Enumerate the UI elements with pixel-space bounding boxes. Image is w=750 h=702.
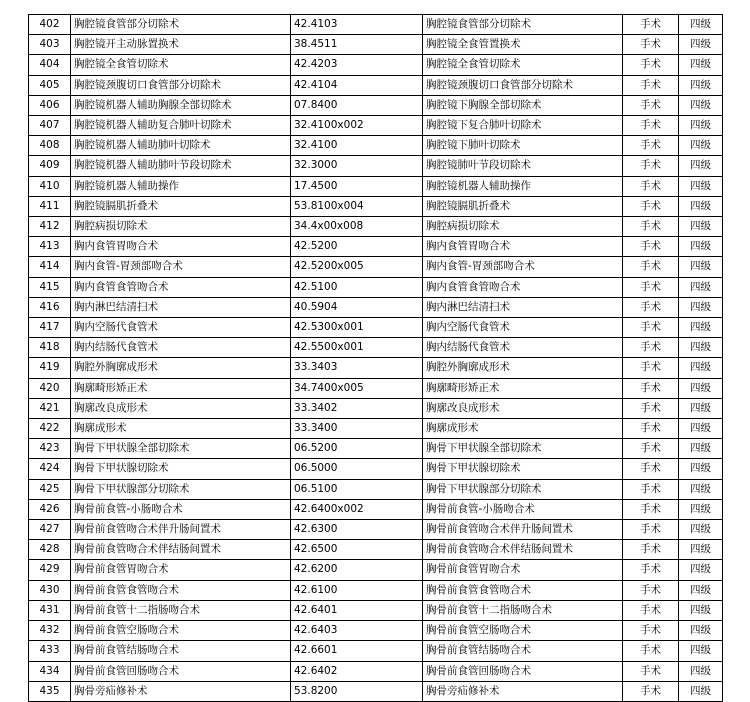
table-row: [29, 600, 723, 620]
procedure-name: 胸腔镜机器人辅助肺叶切除术: [71, 136, 291, 156]
procedure-category: 手术: [623, 419, 679, 439]
procedure-name: 胸内食管-胃颈部吻合术: [71, 257, 291, 277]
procedure-level: 四级: [679, 318, 723, 338]
procedure-level: 四级: [679, 681, 723, 701]
row-index: 416: [29, 297, 71, 317]
row-index: 414: [29, 257, 71, 277]
procedure-alias: 胸骨前食管结肠吻合术: [423, 641, 623, 661]
procedure-alias: 胸骨前食管-小肠吻合术: [423, 499, 623, 519]
procedure-category: 手术: [623, 277, 679, 297]
row-index: 430: [29, 580, 71, 600]
procedure-code: 32.4100x002: [291, 116, 423, 136]
row-index: 425: [29, 479, 71, 499]
table-row: [29, 156, 723, 176]
procedure-category: 手术: [623, 338, 679, 358]
row-index: 418: [29, 338, 71, 358]
procedure-level: 四级: [679, 156, 723, 176]
procedure-name: 胸内食管食管吻合术: [71, 277, 291, 297]
procedure-level: 四级: [679, 55, 723, 75]
procedure-alias: 胸腔镜膈肌折叠术: [423, 196, 623, 216]
table-row: [29, 419, 723, 439]
table-row: [29, 55, 723, 75]
row-index: 422: [29, 419, 71, 439]
row-index: 429: [29, 560, 71, 580]
table-row: [29, 297, 723, 317]
procedure-alias: 胸骨下甲状腺切除术: [423, 459, 623, 479]
table-row: [29, 681, 723, 701]
row-index: 411: [29, 196, 71, 216]
procedure-code: 42.4203: [291, 55, 423, 75]
procedure-code: 42.6200: [291, 560, 423, 580]
procedure-code: 40.5904: [291, 297, 423, 317]
procedure-code: 42.5100: [291, 277, 423, 297]
procedure-alias: 胸腔镜全食管置换术: [423, 35, 623, 55]
procedure-category: 手术: [623, 479, 679, 499]
procedure-code: 42.4104: [291, 75, 423, 95]
procedure-level: 四级: [679, 600, 723, 620]
table-row: [29, 479, 723, 499]
procedure-category: 手术: [623, 217, 679, 237]
table-row: [29, 499, 723, 519]
procedure-level: 四级: [679, 15, 723, 35]
row-index: 421: [29, 398, 71, 418]
row-index: 428: [29, 540, 71, 560]
procedure-alias: 胸内结肠代食管术: [423, 338, 623, 358]
procedure-name: 胸骨前食管食管吻合术: [71, 580, 291, 600]
procedure-table: [28, 14, 723, 702]
table-row: [29, 176, 723, 196]
procedure-code: 34.7400x005: [291, 378, 423, 398]
procedure-category: 手术: [623, 237, 679, 257]
row-index: 434: [29, 661, 71, 681]
row-index: 402: [29, 15, 71, 35]
procedure-alias: 胸腔镜下肺叶切除术: [423, 136, 623, 156]
table-row: [29, 217, 723, 237]
row-index: 407: [29, 116, 71, 136]
procedure-level: 四级: [679, 277, 723, 297]
row-index: 424: [29, 459, 71, 479]
procedure-code: 32.3000: [291, 156, 423, 176]
procedure-category: 手术: [623, 499, 679, 519]
row-index: 403: [29, 35, 71, 55]
procedure-alias: 胸腔镜颈腹切口食管部分切除术: [423, 75, 623, 95]
procedure-level: 四级: [679, 196, 723, 216]
procedure-level: 四级: [679, 560, 723, 580]
procedure-code: 42.6400x002: [291, 499, 423, 519]
procedure-category: 手术: [623, 439, 679, 459]
procedure-category: 手术: [623, 641, 679, 661]
row-index: 404: [29, 55, 71, 75]
procedure-category: 手术: [623, 560, 679, 580]
procedure-code: 53.8200: [291, 681, 423, 701]
procedure-name: 胸内空肠代食管术: [71, 318, 291, 338]
procedure-alias: 胸骨前食管胃吻合术: [423, 560, 623, 580]
procedure-code: 42.6500: [291, 540, 423, 560]
procedure-name: 胸腔镜机器人辅助操作: [71, 176, 291, 196]
row-index: 413: [29, 237, 71, 257]
procedure-category: 手术: [623, 35, 679, 55]
procedure-name: 胸腔病损切除术: [71, 217, 291, 237]
procedure-alias: 胸骨下甲状腺部分切除术: [423, 479, 623, 499]
table-row: [29, 520, 723, 540]
procedure-category: 手术: [623, 257, 679, 277]
procedure-alias: 胸腔外胸廓成形术: [423, 358, 623, 378]
procedure-code: 32.4100: [291, 136, 423, 156]
procedure-code: 42.6401: [291, 600, 423, 620]
procedure-code: 34.4x00x008: [291, 217, 423, 237]
procedure-code: 33.3402: [291, 398, 423, 418]
row-index: 420: [29, 378, 71, 398]
table-row: [29, 196, 723, 216]
procedure-category: 手术: [623, 459, 679, 479]
procedure-name: 胸腔镜膈肌折叠术: [71, 196, 291, 216]
procedure-level: 四级: [679, 540, 723, 560]
procedure-code: 06.5100: [291, 479, 423, 499]
procedure-category: 手术: [623, 136, 679, 156]
procedure-alias: 胸廓畸形矫正术: [423, 378, 623, 398]
row-index: 408: [29, 136, 71, 156]
procedure-code: 06.5000: [291, 459, 423, 479]
row-index: 423: [29, 439, 71, 459]
procedure-alias: 胸腔镜下复合肺叶切除术: [423, 116, 623, 136]
row-index: 406: [29, 95, 71, 115]
procedure-code: 42.5200: [291, 237, 423, 257]
procedure-name: 胸腔镜食管部分切除术: [71, 15, 291, 35]
table-row: [29, 257, 723, 277]
procedure-alias: 胸骨前食管空肠吻合术: [423, 621, 623, 641]
procedure-category: 手术: [623, 520, 679, 540]
table-row: [29, 661, 723, 681]
procedure-code: 33.3403: [291, 358, 423, 378]
procedure-category: 手术: [623, 378, 679, 398]
procedure-category: 手术: [623, 75, 679, 95]
procedure-level: 四级: [679, 237, 723, 257]
procedure-name: 胸腔镜机器人辅助胸腺全部切除术: [71, 95, 291, 115]
procedure-level: 四级: [679, 75, 723, 95]
table-row: [29, 398, 723, 418]
table-row: [29, 641, 723, 661]
procedure-category: 手术: [623, 196, 679, 216]
procedure-category: 手术: [623, 540, 679, 560]
row-index: 431: [29, 600, 71, 620]
procedure-code: 17.4500: [291, 176, 423, 196]
procedure-level: 四级: [679, 176, 723, 196]
procedure-name: 胸腔镜机器人辅助复合肺叶切除术: [71, 116, 291, 136]
procedure-code: 42.6402: [291, 661, 423, 681]
procedure-name: 胸骨前食管十二指肠吻合术: [71, 600, 291, 620]
procedure-category: 手术: [623, 580, 679, 600]
procedure-name: 胸骨前食管吻合术伴升肠间置术: [71, 520, 291, 540]
procedure-level: 四级: [679, 641, 723, 661]
procedure-level: 四级: [679, 499, 723, 519]
table-row: [29, 621, 723, 641]
row-index: 419: [29, 358, 71, 378]
procedure-code: 38.4511: [291, 35, 423, 55]
table-row: [29, 75, 723, 95]
procedure-name: 胸腔外胸廓成形术: [71, 358, 291, 378]
procedure-level: 四级: [679, 621, 723, 641]
procedure-alias: 胸骨前食管回肠吻合术: [423, 661, 623, 681]
procedure-category: 手术: [623, 95, 679, 115]
procedure-alias: 胸腔镜下胸腺全部切除术: [423, 95, 623, 115]
row-index: 426: [29, 499, 71, 519]
procedure-alias: 胸内食管胃吻合术: [423, 237, 623, 257]
procedure-name: 胸腔镜颈腹切口食管部分切除术: [71, 75, 291, 95]
table-row: [29, 35, 723, 55]
procedure-code: 42.6100: [291, 580, 423, 600]
procedure-alias: 胸腔病损切除术: [423, 217, 623, 237]
table-row: [29, 439, 723, 459]
procedure-alias: 胸骨前食管吻合术伴结肠间置术: [423, 540, 623, 560]
procedure-name: 胸骨旁疝修补术: [71, 681, 291, 701]
procedure-category: 手术: [623, 661, 679, 681]
row-index: 405: [29, 75, 71, 95]
procedure-name: 胸腔镜机器人辅助肺叶节段切除术: [71, 156, 291, 176]
procedure-category: 手术: [623, 398, 679, 418]
procedure-name: 胸骨前食管吻合术伴结肠间置术: [71, 540, 291, 560]
procedure-alias: 胸骨前食管吻合术伴升肠间置术: [423, 520, 623, 540]
procedure-level: 四级: [679, 398, 723, 418]
procedure-name: 胸内结肠代食管术: [71, 338, 291, 358]
procedure-level: 四级: [679, 419, 723, 439]
procedure-alias: 胸内空肠代食管术: [423, 318, 623, 338]
row-index: 417: [29, 318, 71, 338]
table-row: [29, 318, 723, 338]
row-index: 410: [29, 176, 71, 196]
procedure-level: 四级: [679, 95, 723, 115]
procedure-name: 胸骨下甲状腺切除术: [71, 459, 291, 479]
procedure-category: 手术: [623, 176, 679, 196]
row-index: 433: [29, 641, 71, 661]
table-row: [29, 136, 723, 156]
procedure-category: 手术: [623, 297, 679, 317]
procedure-name: 胸内淋巴结清扫术: [71, 297, 291, 317]
table-row: [29, 459, 723, 479]
table-row: [29, 560, 723, 580]
table-row: [29, 237, 723, 257]
row-index: 415: [29, 277, 71, 297]
procedure-name: 胸骨前食管空肠吻合术: [71, 621, 291, 641]
table-row: [29, 95, 723, 115]
procedure-alias: 胸腔镜全食管切除术: [423, 55, 623, 75]
procedure-level: 四级: [679, 136, 723, 156]
procedure-category: 手术: [623, 156, 679, 176]
procedure-alias: 胸内食管-胃颈部吻合术: [423, 257, 623, 277]
procedure-level: 四级: [679, 439, 723, 459]
procedure-code: 42.6300: [291, 520, 423, 540]
procedure-code: 42.5300x001: [291, 318, 423, 338]
row-index: 409: [29, 156, 71, 176]
table-row: [29, 580, 723, 600]
procedure-category: 手术: [623, 681, 679, 701]
procedure-level: 四级: [679, 217, 723, 237]
procedure-name: 胸骨前食管回肠吻合术: [71, 661, 291, 681]
procedure-alias: 胸廓改良成形术: [423, 398, 623, 418]
procedure-level: 四级: [679, 580, 723, 600]
procedure-name: 胸腔镜全食管切除术: [71, 55, 291, 75]
table-row: [29, 378, 723, 398]
procedure-name: 胸廓改良成形术: [71, 398, 291, 418]
table-body: [29, 15, 723, 702]
procedure-category: 手术: [623, 318, 679, 338]
procedure-code: 06.5200: [291, 439, 423, 459]
procedure-level: 四级: [679, 358, 723, 378]
table-row: [29, 540, 723, 560]
procedure-code: 42.6403: [291, 621, 423, 641]
procedure-code: 42.6601: [291, 641, 423, 661]
procedure-name: 胸骨前食管结肠吻合术: [71, 641, 291, 661]
row-index: 432: [29, 621, 71, 641]
procedure-name: 胸腔镜开主动脉置换术: [71, 35, 291, 55]
procedure-alias: 胸腔镜食管部分切除术: [423, 15, 623, 35]
procedure-code: 42.5200x005: [291, 257, 423, 277]
procedure-name: 胸廓畸形矫正术: [71, 378, 291, 398]
procedure-level: 四级: [679, 479, 723, 499]
procedure-category: 手术: [623, 116, 679, 136]
procedure-alias: 胸廓成形术: [423, 419, 623, 439]
procedure-category: 手术: [623, 15, 679, 35]
procedure-name: 胸骨前食管胃吻合术: [71, 560, 291, 580]
procedure-level: 四级: [679, 257, 723, 277]
procedure-level: 四级: [679, 661, 723, 681]
procedure-name: 胸骨下甲状腺部分切除术: [71, 479, 291, 499]
procedure-code: 42.4103: [291, 15, 423, 35]
procedure-alias: 胸腔镜机器人辅助操作: [423, 176, 623, 196]
procedure-name: 胸骨下甲状腺全部切除术: [71, 439, 291, 459]
procedure-level: 四级: [679, 35, 723, 55]
procedure-level: 四级: [679, 520, 723, 540]
table-row: [29, 15, 723, 35]
procedure-category: 手术: [623, 55, 679, 75]
procedure-alias: 胸骨旁疝修补术: [423, 681, 623, 701]
procedure-code: 53.8100x004: [291, 196, 423, 216]
procedure-alias: 胸骨前食管食管吻合术: [423, 580, 623, 600]
procedure-category: 手术: [623, 621, 679, 641]
procedure-category: 手术: [623, 600, 679, 620]
procedure-level: 四级: [679, 378, 723, 398]
row-index: 412: [29, 217, 71, 237]
procedure-level: 四级: [679, 116, 723, 136]
procedure-alias: 胸骨下甲状腺全部切除术: [423, 439, 623, 459]
row-index: 427: [29, 520, 71, 540]
procedure-alias: 胸内食管食管吻合术: [423, 277, 623, 297]
procedure-category: 手术: [623, 358, 679, 378]
procedure-alias: 胸骨前食管十二指肠吻合术: [423, 600, 623, 620]
table-row: [29, 358, 723, 378]
procedure-code: 07.8400: [291, 95, 423, 115]
procedure-alias: 胸内淋巴结清扫术: [423, 297, 623, 317]
table-row: [29, 277, 723, 297]
procedure-code: 42.5500x001: [291, 338, 423, 358]
table-row: [29, 116, 723, 136]
procedure-name: 胸内食管胃吻合术: [71, 237, 291, 257]
procedure-level: 四级: [679, 459, 723, 479]
table-row: [29, 338, 723, 358]
procedure-name: 胸骨前食管-小肠吻合术: [71, 499, 291, 519]
procedure-level: 四级: [679, 338, 723, 358]
procedure-alias: 胸腔镜肺叶节段切除术: [423, 156, 623, 176]
row-index: 435: [29, 681, 71, 701]
procedure-name: 胸廓成形术: [71, 419, 291, 439]
procedure-level: 四级: [679, 297, 723, 317]
procedure-code: 33.3400: [291, 419, 423, 439]
